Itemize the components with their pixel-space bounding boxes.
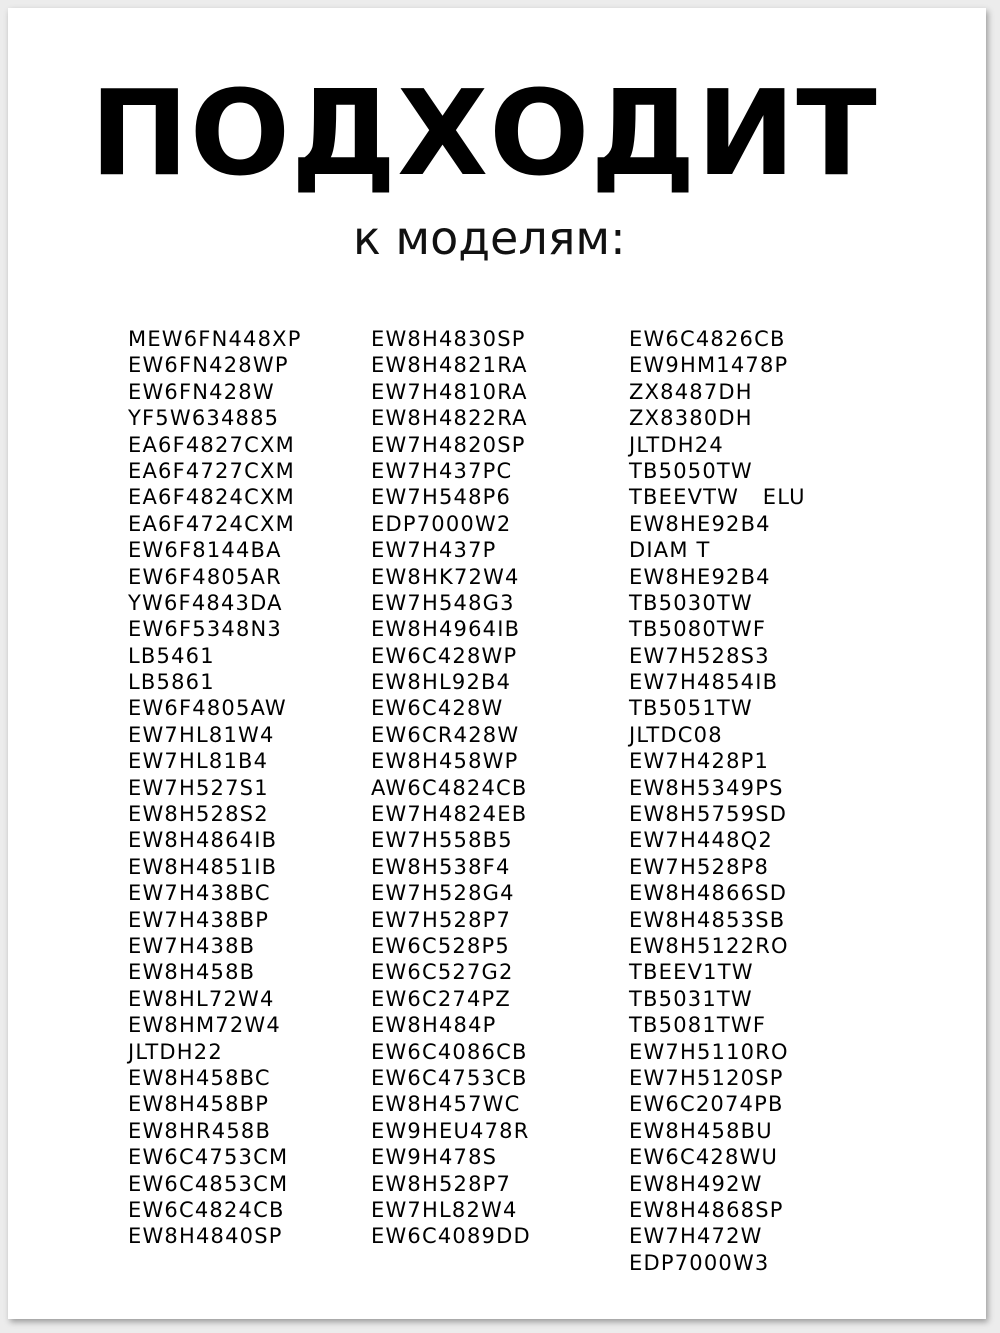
- model-item: EW7H548P6: [371, 485, 512, 510]
- page-subtitle: к моделям:: [353, 211, 626, 265]
- model-list-column-2: [371, 326, 531, 1250]
- model-item: EW6C428WP: [371, 643, 518, 668]
- model-item: EW6F4805AW: [128, 696, 287, 721]
- model-item: EW6CR428W: [371, 722, 520, 747]
- model-item: EW7H4824EB: [371, 802, 528, 827]
- model-item: EW7H528G4: [371, 881, 515, 906]
- model-item: EW8HE92B4: [629, 511, 771, 536]
- model-item: EW8H4822RA: [371, 406, 528, 431]
- model-item: EW6C4824CB: [128, 1197, 285, 1222]
- model-item: EW7H448Q2: [629, 828, 773, 853]
- page-title: ПОДХОДИТ: [90, 64, 878, 202]
- model-item: EW8H458BU: [629, 1118, 773, 1143]
- model-item: EW7H472W: [629, 1224, 763, 1249]
- model-item: TBEEVTW ELU: [629, 485, 806, 510]
- model-item: EW7H438BP: [128, 907, 270, 932]
- model-item: EW6C527G2: [371, 960, 514, 985]
- model-item: EW7H4854IB: [629, 670, 779, 695]
- model-item: EDP7000W2: [371, 511, 512, 536]
- model-item: EA6F4824CXM: [128, 485, 295, 510]
- model-item: EW8H457WC: [371, 1092, 521, 1117]
- model-item: TB5051TW: [629, 696, 753, 721]
- model-item: EW7H428P1: [629, 749, 770, 774]
- model-item: TB5081TWF: [629, 1013, 767, 1038]
- model-item: ZX8487DH: [629, 379, 753, 404]
- model-item: EW7H437P: [371, 538, 497, 563]
- model-list-column-1: [128, 326, 302, 1250]
- model-item: EW8H4830SP: [371, 327, 526, 351]
- model-item: EW6FN428WP: [128, 353, 289, 378]
- model-item: EW6F5348N3: [128, 617, 282, 642]
- model-item: TB5031TW: [629, 986, 753, 1011]
- model-item: EW6F4805AR: [128, 564, 282, 589]
- model-item: EW8H458BC: [128, 1065, 271, 1090]
- model-item: LB5861: [128, 670, 215, 695]
- model-item: EW6FN428W: [128, 379, 275, 404]
- model-item: EW7H527S1: [128, 775, 269, 800]
- model-item: EW9HM1478P: [629, 353, 789, 378]
- model-item: YW6F4843DA: [128, 590, 283, 615]
- model-item: EW7H438BC: [128, 881, 271, 906]
- model-item: EW6C4753CM: [128, 1145, 289, 1170]
- model-item: TB5030TW: [629, 590, 753, 615]
- model-item: EW8H492W: [629, 1171, 763, 1196]
- model-item: EW8H4866SD: [629, 881, 788, 906]
- model-item: EW8H5759SD: [629, 802, 788, 827]
- document-sheet: [8, 8, 986, 1319]
- model-item: EW7HL81B4: [128, 749, 269, 774]
- model-item: LB5461: [128, 643, 215, 668]
- model-item: EW8HE92B4: [629, 564, 771, 589]
- model-item: EW8H4868SP: [629, 1197, 784, 1222]
- model-item: EW9HEU478R: [371, 1118, 530, 1143]
- model-item: EW7HL81W4: [128, 722, 275, 747]
- model-item: EW8HL92B4: [371, 670, 512, 695]
- model-item: EW7H4810RA: [371, 379, 528, 404]
- model-item: YF5W634885: [128, 406, 280, 431]
- model-item: EW8H458BP: [128, 1092, 270, 1117]
- model-item: EW6C4826CB: [629, 327, 786, 351]
- model-item: EW9H478S: [371, 1145, 498, 1170]
- model-item: EW6C274PZ: [371, 986, 511, 1011]
- model-item: EW6F8144BA: [128, 538, 282, 563]
- model-item: EW8H4821RA: [371, 353, 528, 378]
- model-item: EW8H4853SB: [629, 907, 786, 932]
- model-item: EW8H4851IB: [128, 854, 278, 879]
- model-item: EW8H484P: [371, 1013, 497, 1038]
- model-item: TB5050TW: [629, 458, 753, 483]
- model-item: EW7H528S3: [629, 643, 770, 668]
- model-item: EA6F4827CXM: [128, 432, 295, 457]
- model-item: EW7H5120SP: [629, 1065, 784, 1090]
- model-item: EW7HL82W4: [371, 1197, 518, 1222]
- model-item: EW6C4853CM: [128, 1171, 289, 1196]
- model-item: EW8H528S2: [128, 802, 269, 827]
- model-list-column-3: [629, 326, 806, 1276]
- model-item: EW8H458B: [128, 960, 256, 985]
- model-item: EW7H437PC: [371, 458, 513, 483]
- model-item: EW6C4086CB: [371, 1039, 528, 1064]
- model-item: EW7H528P7: [371, 907, 512, 932]
- model-item: JLTDC08: [629, 722, 723, 747]
- model-item: EW7H4820SP: [371, 432, 526, 457]
- model-item: EDP7000W3: [629, 1250, 770, 1275]
- model-item: EW8H528P7: [371, 1171, 512, 1196]
- model-item: MEW6FN448XP: [128, 327, 302, 351]
- model-item: EW6C4753CB: [371, 1065, 528, 1090]
- model-item: EW8H5122RO: [629, 933, 789, 958]
- model-item: EW8H4964IB: [371, 617, 521, 642]
- model-item: EW7H548G3: [371, 590, 515, 615]
- model-item: AW6C4824CB: [371, 775, 528, 800]
- model-item: EW6C428W: [371, 696, 504, 721]
- model-item: JLTDH22: [128, 1039, 223, 1064]
- model-item: EW6C4089DD: [371, 1224, 531, 1249]
- model-item: EA6F4727CXM: [128, 458, 295, 483]
- model-item: EW8HL72W4: [128, 986, 275, 1011]
- model-item: EW7H528P8: [629, 854, 770, 879]
- model-item: JLTDH24: [629, 432, 724, 457]
- model-item: EW6C528P5: [371, 933, 510, 958]
- model-item: EW7H558B5: [371, 828, 513, 853]
- model-item: EW8H4840SP: [128, 1224, 283, 1249]
- model-item: TBEEV1TW: [629, 960, 754, 985]
- model-item: EW6C428WU: [629, 1145, 779, 1170]
- model-item: EW8HR458B: [128, 1118, 272, 1143]
- model-item: EW7H5110RO: [629, 1039, 789, 1064]
- model-item: EW8HM72W4: [128, 1013, 281, 1038]
- model-item: EW8H458WP: [371, 749, 519, 774]
- model-item: EA6F4724CXM: [128, 511, 295, 536]
- model-item: EW7H438B: [128, 933, 256, 958]
- model-item: ZX8380DH: [629, 406, 753, 431]
- model-item: EW8H538F4: [371, 854, 511, 879]
- model-item: EW8H4864IB: [128, 828, 278, 853]
- model-item: EW6C2074PB: [629, 1092, 784, 1117]
- model-item: EW8H5349PS: [629, 775, 784, 800]
- model-item: DIAM T: [629, 538, 711, 563]
- model-item: TB5080TWF: [629, 617, 767, 642]
- model-item: EW8HK72W4: [371, 564, 520, 589]
